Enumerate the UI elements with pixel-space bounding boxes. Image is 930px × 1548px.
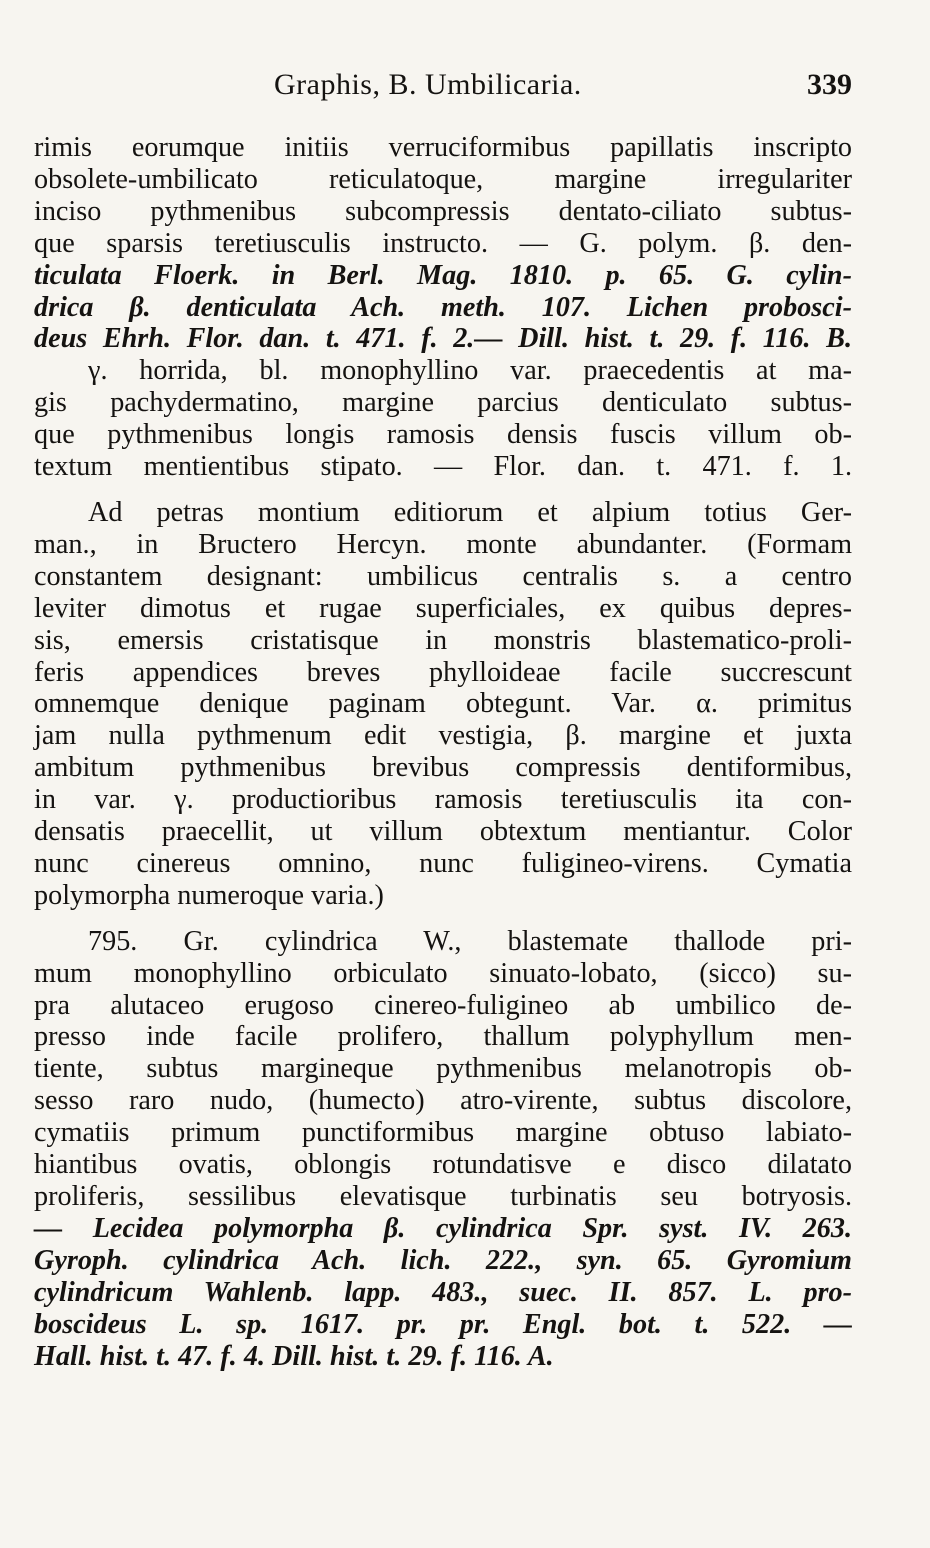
text-line: boscideus L. sp. 1617. pr. pr. Engl. bot. t. 522. — [34, 1308, 852, 1340]
text-line: mum monophyllino orbiculato sinuato-lobato, (sicco) su- [34, 957, 852, 989]
page-header [34, 68, 852, 112]
text-line: constantem designant: umbilicus centralis s. a centro [34, 560, 852, 592]
paragraph-habitat [34, 497, 852, 912]
text-line: Gyroph. cylindrica Ach. lich. 222., syn. 65. Gyromium [34, 1244, 852, 1276]
text-line: hiantibus ovatis, oblongis rotundatisve e disco dilatato [34, 1149, 852, 1181]
text-line: polymorpha numeroque varia.) [34, 879, 384, 911]
page-number: 339 [807, 68, 852, 101]
text-line: leviter dimotus et rugae superficiales, ex quibus depres- [34, 592, 852, 624]
text-line: in var. γ. productioribus ramosis teretiusculis ita con- [34, 784, 852, 816]
text-line: γ. horrida, bl. monophyllino var. praecedentis at ma- [88, 355, 852, 387]
text-line: feris appendices breves phylloideae facile succrescunt [34, 656, 852, 688]
paragraph-species-795 [34, 926, 852, 1373]
text-line: deus Ehrh. Flor. dan. t. 471. f. 2.— Dill. hist. t. 29. f. 116. B. [34, 323, 852, 355]
text-line: presso inde facile prolifero, thallum polyphyllum men- [34, 1021, 852, 1053]
text-line: que pythmenibus longis ramosis densis fuscis villum ob- [34, 419, 852, 451]
text-line: sis, emersis cristatisque in monstris blastematico-proli- [34, 624, 852, 656]
text-line: tiente, subtus margineque pythmenibus melanotropis ob- [34, 1053, 852, 1085]
text-line: Hall. hist. t. 47. f. 4. Dill. hist. t. 29. f. 116. A. [34, 1340, 554, 1372]
text-line: gis pachydermatino, margine parcius denticulato subtus- [34, 387, 852, 419]
text-line: 795. Gr. cylindrica W., blastemate thallode pri- [88, 925, 852, 957]
text-line: omnemque denique paginam obtegunt. Var. α. primitus [34, 688, 852, 720]
text-line: que sparsis teretiusculis instructo. — G. polym. β. den- [34, 227, 852, 259]
body-text [34, 132, 852, 1372]
text-line: cylindricum Wahlenb. lapp. 483., suec. II. 857. L. pro- [34, 1276, 852, 1308]
text-line: textum mentientibus stipato. — Flor. dan. t. 471. f. 1. [34, 451, 852, 483]
text-line: — Lecidea polymorpha β. cylindrica Spr. syst. IV. 263. [34, 1212, 852, 1244]
text-line: man., in Bructero Hercyn. monte abundanter. (Formam [34, 528, 852, 560]
text-line: obsolete-umbilicato reticulatoque, margine irregulariter [34, 163, 852, 195]
text-line: densatis praecellit, ut villum obtextum mentiantur. Color [34, 816, 852, 848]
text-line: drica β. denticulata Ach. meth. 107. Lichen probosci- [34, 291, 852, 323]
text-line: sesso raro nudo, (humecto) atro-virente, subtus discolore, [34, 1085, 852, 1117]
text-line: cymatiis primum punctiformibus margine obtuso labiato- [34, 1117, 852, 1149]
text-line: jam nulla pythmenum edit vestigia, β. margine et juxta [34, 720, 852, 752]
text-line: nunc cinereus omnino, nunc fuligineo-virens. Cymatia [34, 847, 852, 879]
text-line: ticulata Floerk. in Berl. Mag. 1810. p. 65. G. cylin- [34, 259, 852, 291]
text-line: proliferis, sessilibus elevatisque turbinatis seu botryosis. [34, 1181, 852, 1212]
text-line: inciso pythmenibus subcompressis dentato-ciliato subtus- [34, 195, 852, 227]
running-title: Graphis, B. Umbilicaria. [274, 68, 582, 101]
text-line: ambitum pythmenibus brevibus compressis dentiformibus, [34, 752, 852, 784]
paragraph-description-continued [34, 132, 852, 483]
text-line: pra alutaceo erugoso cinereo-fuligineo ab umbilico de- [34, 989, 852, 1021]
text-line: Ad petras montium editiorum et alpium totius Ger- [88, 496, 852, 528]
text-line: rimis eorumque initiis verruciformibus papillatis inscripto [34, 132, 852, 163]
